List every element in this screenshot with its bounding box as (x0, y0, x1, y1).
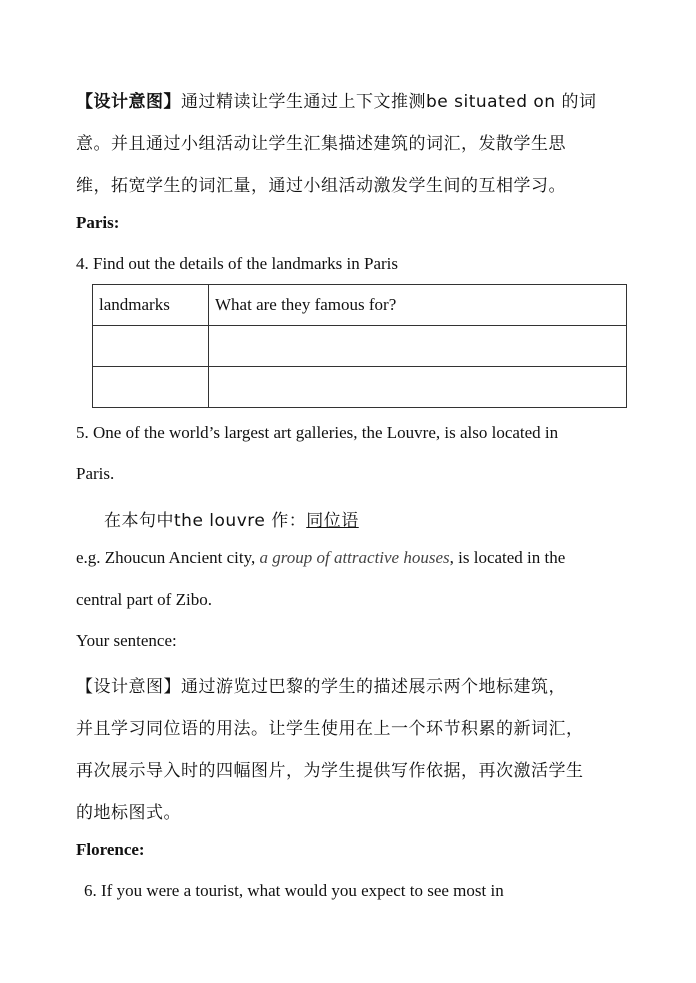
example-appositive: a group of attractive houses (259, 548, 450, 567)
design-intent-text: 通过游览过巴黎的学生的描述展示两个地标建筑， (181, 677, 566, 697)
design-intent-2-line-2: 并且学习同位语的用法。让学生使用在上一个环节积累的新词汇， (76, 719, 584, 739)
table-cell[interactable] (93, 367, 209, 408)
table-header-landmarks: landmarks (93, 285, 209, 326)
design-intent-text: 通过精读让学生通过上下文推测be situated on 的词 (181, 92, 597, 112)
design-intent-2-line-4: 的地标图式。 (76, 803, 181, 823)
table-cell[interactable] (93, 326, 209, 367)
design-intent-2-line-3: 再次展示导入时的四幅图片，为学生提供写作依据，再次激活学生 (76, 761, 584, 781)
example-line-1 (76, 548, 565, 568)
table-cell[interactable] (209, 367, 627, 408)
table-header-row (93, 285, 627, 326)
appositive-note (104, 506, 359, 531)
design-intent-label: 【设计意图】 (76, 677, 181, 697)
your-sentence-label: Your sentence: (76, 631, 177, 650)
design-intent-1-line-1 (76, 87, 597, 112)
design-intent-label: 【设计意图】 (76, 92, 181, 112)
appositive-note-prefix: 在本句中the louvre 作： (104, 511, 307, 531)
example-line-2: central part of Zibo. (76, 590, 212, 609)
question-5-line-2: Paris. (76, 464, 115, 483)
example-suffix: , is located in the (449, 548, 566, 567)
table-row (93, 326, 627, 367)
question-5-line-1: 5. One of the world’s largest art galleries, the Louvre, is also located in (76, 423, 559, 442)
design-intent-1-line-3: 维，拓宽学生的词汇量，通过小组活动激发学生间的互相学习。 (76, 176, 566, 196)
landmarks-table (92, 284, 627, 408)
section-heading-florence: Florence: (76, 840, 145, 859)
appositive-note-answer: 同位语 (306, 511, 359, 531)
table-cell[interactable] (209, 326, 627, 367)
question-4: 4. Find out the details of the landmarks in Paris (76, 254, 399, 273)
section-heading-paris: Paris: (76, 213, 120, 232)
design-intent-2-line-1 (76, 672, 566, 697)
table-row (93, 367, 627, 408)
question-6: 6. If you were a tourist, what would you expect to see most in (84, 881, 504, 900)
table-header-famous-for: What are they famous for? (209, 285, 627, 326)
example-prefix: e.g. Zhoucun Ancient city, (76, 548, 260, 567)
design-intent-1-line-2: 意。并且通过小组活动让学生汇集描述建筑的词汇，发散学生思 (76, 134, 566, 154)
